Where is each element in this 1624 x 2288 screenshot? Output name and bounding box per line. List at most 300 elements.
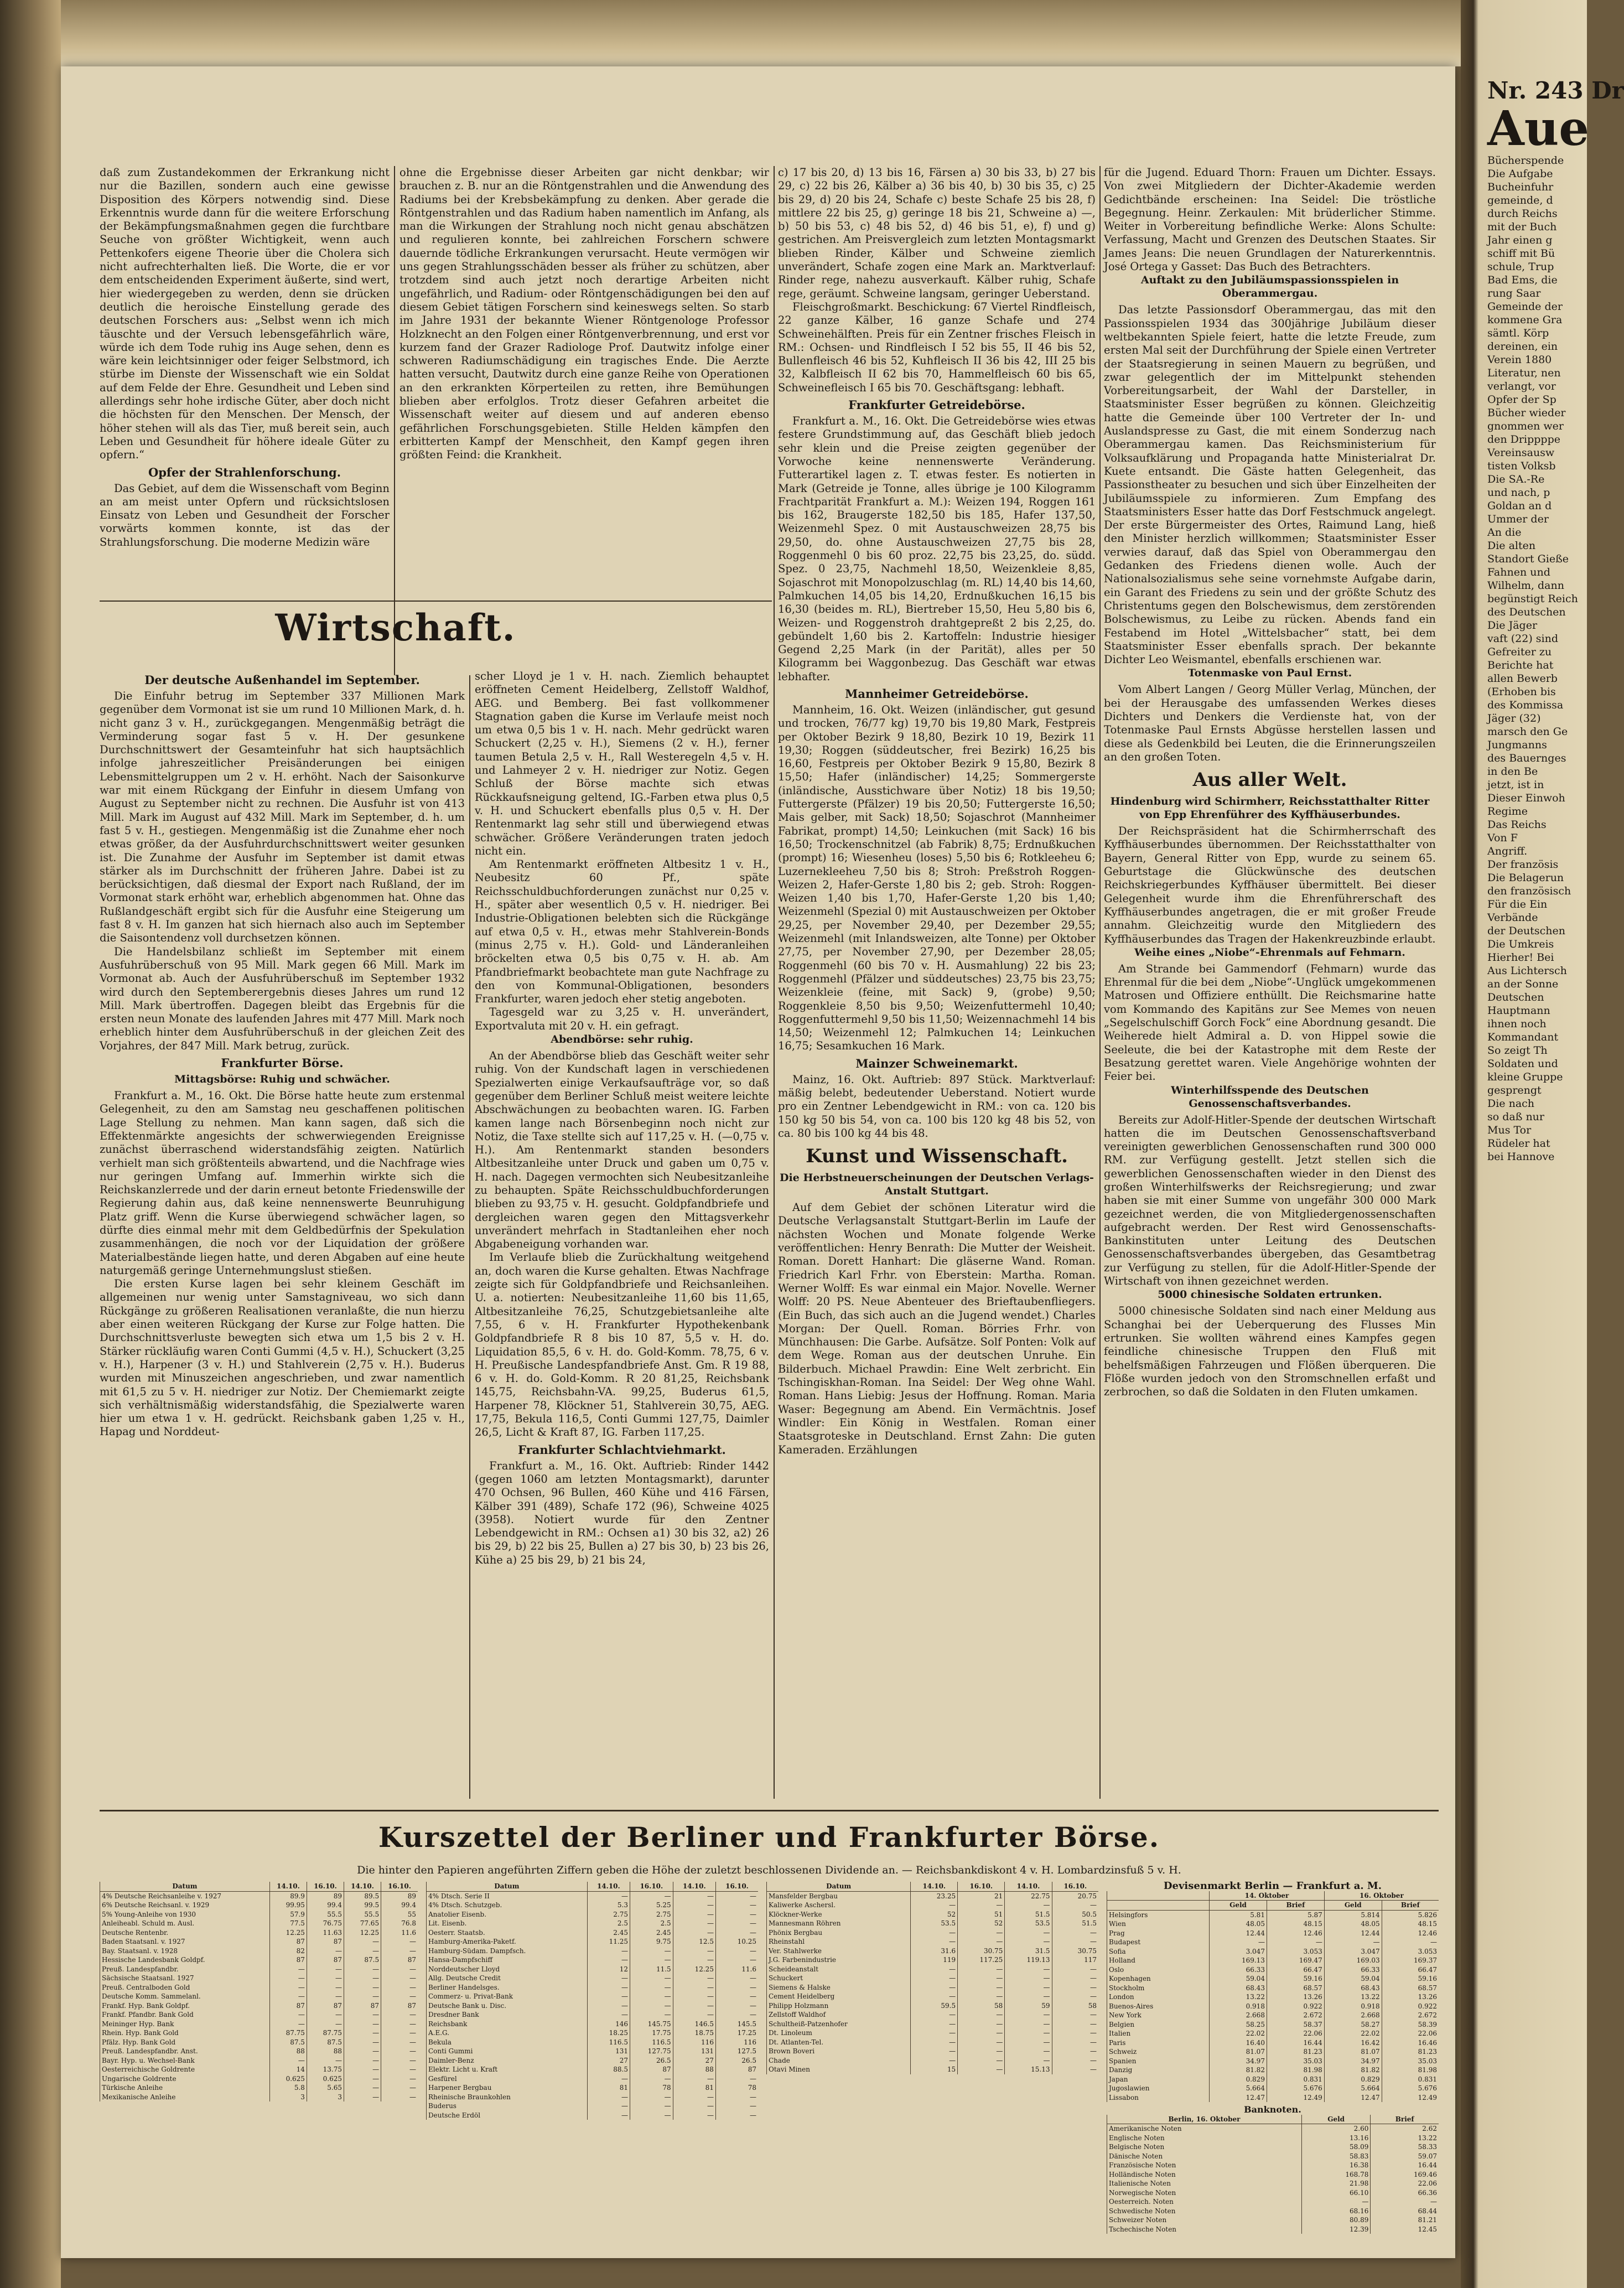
quote-value: 87 — [269, 1955, 307, 1965]
fragment-line: Die nach — [1487, 1098, 1535, 1110]
table-row — [1107, 2152, 1439, 2161]
table-row — [767, 1992, 1099, 2001]
quote-value: — — [673, 1992, 715, 2001]
table-row — [1107, 2093, 1439, 2103]
article-paragraph: daß zum Zustandekommen der Erkrankung nicht nur die Bazillen, sondern auch eine gewisse Disposition des Körpers notwendig sind. Diese Erkenntnis wurde dann für die weitere Erforschung der Bekämpfungsmaßnahmen gegen die furchtbare Seuche von größter Wichtigkeit, wenn auch Pettenkofers eigene Theorie über die Cholera sich nicht aufrechterhalten ließ. Die Worte, die er vor dem entscheidenden Experiment äußerte, sind wert, hier wiedergegeben zu werden, denn sie drücken deutlich die heroische Einstellung gerade des deutschen Forschers aus: „Selbst wenn ich mich täuschte und der Versuch lebensgefährlich wäre, würde ich dem Tode ruhig ins Auge sehen, denn es wäre kein leichtsinniger oder feiger Selbstmord, ich stürbe im Dienste der Wissenschaft wie ein Soldat auf dem Felde der Ehre. Gesundheit und Leben sind allerdings sehr hohe irdische Güter, aber doch nicht die höchsten für den Menschen. Der Mensch, der höher stehen will als das Tier, muß bereit sein, auch Leben und Gesundheit für höhere ideale Güter zu opfern.“ — [100, 166, 390, 462]
quote-value: 12.39 — [1301, 2225, 1370, 2234]
quote-value: — — [911, 1992, 958, 2001]
col-header-blank — [1107, 1891, 1210, 1901]
quote-value: 5.81 — [1210, 1910, 1267, 1919]
quote-value: 52 — [911, 1910, 958, 1919]
quote-value: 81.23 — [1382, 2047, 1439, 2057]
table-row — [427, 2093, 759, 2102]
col-header-datum: Datum — [427, 1882, 588, 1891]
security-name: 4% Dtsch. Serie II — [427, 1891, 588, 1901]
quote-value: — — [307, 2020, 344, 2029]
table-row — [1107, 2038, 1439, 2048]
quote-value: 58.37 — [1267, 2020, 1324, 2030]
quote-value: 14 — [269, 2065, 307, 2074]
security-name: Oesterreich. Noten — [1107, 2197, 1302, 2207]
quote-value: — — [630, 2093, 673, 2102]
fragment-line: Fahnen und — [1487, 566, 1550, 578]
security-name: Kaliwerke Aschersl. — [767, 1901, 911, 1910]
quote-value: — — [381, 2065, 418, 2074]
quote-value: — — [630, 1974, 673, 1983]
col-header-d2: 16.10. — [958, 1882, 1005, 1891]
table-row — [767, 1983, 1099, 1992]
fragment-line: den französisch — [1487, 885, 1571, 897]
article-heading: Der deutsche Außenhandel im September. — [144, 673, 420, 687]
quote-value: 59.07 — [1371, 2152, 1439, 2161]
devisen-table — [1107, 1882, 1439, 2234]
fragment-line: Soldaten und — [1487, 1058, 1558, 1070]
security-name: Englische Noten — [1107, 2134, 1302, 2143]
security-name: Tschechische Noten — [1107, 2225, 1302, 2234]
quote-value: 78 — [630, 2083, 673, 2093]
quote-value: — — [587, 1947, 630, 1956]
fragment-line: Bad Ems, die — [1487, 274, 1558, 286]
quote-value: 55.5 — [307, 1910, 344, 1919]
fragment-line: Bücher wieder — [1487, 407, 1566, 419]
table-row — [427, 2028, 759, 2038]
quote-value: — — [1005, 1901, 1052, 1910]
quote-value: — — [1210, 1938, 1267, 1947]
table-row — [1107, 2075, 1439, 2084]
quote-value: 12.44 — [1210, 1929, 1267, 1938]
security-name: Reichsbank — [427, 2020, 588, 2029]
table-row — [100, 1974, 418, 1983]
quote-value: 59.04 — [1324, 1974, 1382, 1984]
quote-value: — — [1052, 1974, 1098, 1983]
quote-value: — — [958, 1901, 1005, 1910]
quote-value: — — [1267, 1938, 1324, 1947]
quote-value: 17.75 — [630, 2028, 673, 2038]
quote-value: 2.5 — [630, 1919, 673, 1928]
quote-value: — — [958, 1983, 1005, 1992]
quote-value: — — [673, 2111, 715, 2120]
quote-value: — — [1052, 1965, 1098, 1974]
table-row — [1107, 1947, 1439, 1956]
quote-value: — — [381, 2093, 418, 2102]
table-row — [100, 2020, 418, 2029]
security-name: Dt. Linoleum — [767, 2028, 911, 2038]
quote-value: — — [715, 2001, 758, 2011]
quote-value: 11.6 — [381, 1928, 418, 1938]
section-rule — [100, 601, 772, 602]
kurs-table-1 — [100, 1882, 418, 2101]
quote-value: — — [630, 2101, 673, 2111]
quote-value: — — [1052, 2047, 1098, 2056]
quote-value: — — [1052, 1983, 1098, 1992]
table-row — [427, 2101, 759, 2111]
table-row — [1107, 2142, 1439, 2152]
quote-value: — — [587, 2001, 630, 2011]
article-paragraph: An der Abendbörse blieb das Geschäft weiter sehr ruhig. Von der Kundschaft lagen in verschiedenen Spezialwerten einige Verkaufsaufträge vor, so daß gegenüber dem Berliner Schluß meist weitere leichte Abschwächungen zu beobachten waren. IG. Farben kamen lange nach Börsenbeginn noch nicht zur Notiz, die Taxe stellte sich auf 117,25 v. H. (—0,75 v. H.). Am Rentenmarkt standen besonders Altbesitzanleihe unter Druck und gaben um 0,75 v. H. nach. Dagegen vermochten sich Neubesitzanleihe zu behaupten. Späte Reichsschuldbuchforderungen blieben zu 93,75 v. H. gesucht. Goldpfandbriefe und dergleichen waren gegen den Mittagsverkehr unverändert mehrfach in Stadtanleihen eher noch Abgabeneigung vorhanden war. — [475, 1049, 769, 1251]
quote-value: — — [911, 1937, 958, 1947]
article-paragraph: Das Gebiet, auf dem die Wissenschaft vom Beginn an am meist unter Opfern und rücksichtslosen Einsatz von Leben und Gesundheit der Forscher vorwärts kommen konnte, ist das der Strahlungsforschung. Die moderne Medizin wäre — [100, 482, 390, 548]
security-name: A.E.G. — [427, 2028, 588, 2038]
quote-value: — — [344, 2010, 381, 2020]
security-name: Prag — [1107, 1929, 1210, 1938]
quote-value: 5.676 — [1382, 2084, 1439, 2093]
security-name: Schweiz — [1107, 2047, 1210, 2057]
quote-value: — — [630, 1947, 673, 1956]
security-name: Brown Boveri — [767, 2047, 911, 2056]
quote-value: — — [911, 2010, 958, 2020]
table-row — [100, 2065, 418, 2074]
quote-value: 0.922 — [1382, 2002, 1439, 2011]
quote-value: — — [715, 1891, 758, 1901]
quote-value: — — [715, 2111, 758, 2120]
fragment-line: des Kommissa — [1487, 699, 1564, 711]
quote-value: 117.25 — [958, 1955, 1005, 1965]
col-header-geld: Geld — [1324, 1901, 1382, 1911]
quote-value: 59.04 — [1210, 1974, 1267, 1984]
quote-value: 51.5 — [1005, 1910, 1052, 1919]
quote-value: — — [673, 2093, 715, 2102]
table-row — [427, 1928, 759, 1938]
table-row — [100, 1910, 418, 1919]
article-paragraph: Auf dem Gebiet der schönen Literatur wird die Deutsche Verlagsanstalt Stuttgart-Berlin im Laufe der nächsten Wochen und Monate folgende Werke veröffentlichen: Henry Benrath: Die Mutter der Weisheit. Roman. Dorett Hanhart: Die gläserne Wand. Roman. Friedrich Karl Frhr. von Eberstein: Martha. Roman. Werner Wolff: Es war einmal ein Major. Novelle. Werner Wolff: 20 PS. Neue Abenteuer des Brieftaubenfliegers. (Ein Buch, das sich auch an die Jugend wendet.) Charles Morgan: Der Quell. Roman. Börries Frhr. von Münchhausen: Die Garbe. Aufsätze. Solf Ponten: Volk auf dem Wege. Roman aus der deutschen Unruhe. Ein Bilderbuch. Michael Prawdin: Eine Welt zerbricht. Ein Tschingiskhan-Roman. Ina Seidel: Der Weg ohne Wahl. Roman. Hans Liebig: Jesus der Hoffnung. Roman. Maria Waser: Begegnung am Abend. Ein Vermächtnis. Josef Windler: Ein König in Westfalen. Roman einer Staatsgroteske in Deutschland. Ernst Zahn: Die guten Kameraden. Erzählungen — [778, 1201, 1096, 1456]
security-name: Belgien — [1107, 2020, 1210, 2030]
col-header-d2: 16.10. — [307, 1882, 344, 1891]
fragment-line: Gemeinde der — [1487, 301, 1563, 313]
quote-value: — — [630, 2074, 673, 2084]
article-paragraph: ohne die Ergebnisse dieser Arbeiten gar nicht denkbar; wir brauchen z. B. nur an die Röntgenstrahlen und die Anwendung des Radiums bei der Krebsbekämpfung zu denken. Aber gerade die Röntgenstrahlen und das Radium haben namentlich im Anfang, als man die Wirkungen der Strahlung noch nicht genau abschätzen und regulieren konnte, bei zahlreichen Forschern schwere dauernde tödliche Erkrankungen verursacht. Heute vermögen wir uns gegen Strahlungsschäden besser als früher zu schützen, aber trotzdem sind auch jetzt noch derartige Arbeiten nicht ungefährlich, und Radium- oder Röntgenschädigungen bei den auf diesem Gebiet tätigen Forschern sind keineswegs selten. So starb im Jahre 1931 der bekannte Wiener Röntgenologe Professor Holzknecht an den Folgen einer Röntgenverbrennung, und erst vor kurzem fand der Grazer Radiologe Prof. Dautwitz infolge einer schweren Radiumschädigung ein tragisches Ende. Die Aerzte hatten versucht, Dautwitz durch eine ganze Reihe von Operationen an den erkrankten Körperteilen zu retten, ihre Bemühungen blieben aber erfolglos. Trotz dieser Gefahren arbeitet die Wissenschaft weiter auf diesem und auf anderen ebenso gefährlichen Forschungsgebieten. Stille Helden kämpfen den erbitterten Kampf der Menschheit, den Kampf gegen ihren größten Feind: die Krankheit. — [399, 166, 769, 462]
quote-value: 3.053 — [1267, 1947, 1324, 1956]
security-name: Hamburg-Südam. Dampfsch. — [427, 1947, 588, 1956]
quote-value: 87 — [269, 2001, 307, 2011]
quote-value: 58.33 — [1371, 2142, 1439, 2152]
security-name: Klöckner-Werke — [767, 1910, 911, 1919]
table-row — [100, 1919, 418, 1928]
quote-value: 87 — [630, 2065, 673, 2074]
table-row — [100, 2074, 418, 2084]
quote-value: 87.5 — [269, 2038, 307, 2047]
quote-value: 48.05 — [1324, 1919, 1382, 1929]
security-name: Deutsche Rentenbr. — [100, 1928, 270, 1938]
table-row — [1107, 1992, 1439, 2002]
fragment-line: schiff mit Bü — [1487, 247, 1555, 260]
quote-value: 68.44 — [1371, 2207, 1439, 2216]
table-row — [100, 1891, 418, 1901]
article-heading: Mannheimer Getreidebörse. — [845, 686, 1029, 701]
fragment-line: Mus Tor — [1487, 1124, 1532, 1136]
quote-value: 51.5 — [1052, 1919, 1098, 1928]
quote-value: — — [269, 1974, 307, 1983]
quote-value: 2.45 — [630, 1928, 673, 1938]
quote-value: — — [307, 2056, 344, 2066]
security-name: Spanien — [1107, 2057, 1210, 2066]
fragment-line: Aus Lichtersch — [1487, 965, 1567, 977]
fragment-line: Wilhelm, dann — [1487, 579, 1564, 592]
quote-value: 5.826 — [1382, 1910, 1439, 1919]
fragment-line: tisten Volksb — [1487, 460, 1556, 472]
kurszettel-title: Kurszettel der Berliner und Frankfurter Börse. — [378, 1821, 1160, 1854]
table-row — [1107, 1974, 1439, 1984]
quote-value: — — [587, 2093, 630, 2102]
quote-value: 87.75 — [307, 2028, 344, 2038]
column-rule — [394, 166, 395, 675]
security-name: Deutsche Bank u. Disc. — [427, 2001, 588, 2011]
article-paragraph: Das letzte Passionsdorf Oberammergau, das mit den Passionsspielen 1934 das 300jährige Jubiläum dieser weltbekannten Spiele feiert, hatte die letzte Freude, zum ersten Mal seit der Durchführung der Spiele einen Vertreter der Staatsregierung in seinen Mauern zu begrüßen, und zwar gelegentlich der im Mittelpunkt stehenden Vorbereitungsarbeit, der Wahl der Darsteller, in Staatsminister Esser begrüßen zu können. Gleichzeitig hatte die Gemeinde über 100 Vertreter der In- und Auslandspresse zu Gast, die mit einem Sonderzug nach Oberammergau kamen. Das Reichsministerium für Volksaufklärung und Propaganda hatte Ministerialrat Dr. Kuete entsandt. Die Gäste hatten Gelegenheit, das Passionstheater zu besuchen und sich über Einzelheiten der Jubiläumsspiele zu informieren. Zum Empfang des Staatsministers Esser hatte das Dorf Festschmuck angelegt. Der erste Bürgermeister des Ortes, Raimund Lang, hieß den Minister herzlich willkommen; Staatsminister Esser verwies darauf, daß das Spiel von Oberammergau den Gedanken des Friedens dienen wolle. Auch der Nationalsozialismus sehe seine vornehmste Aufgabe darin, ein Garant des Friedens zu sein und der größte Schutz des Christentums gegen den Bolschewismus, dem zerstörenden Bolschewismus, zu Leibe zu rücken. Abends fand ein Festabend im Hotel „Wittelsbacher“ statt, bei dem Staatsminister Esser ebenfalls sprach. Der bekannte Dichter Leo Weismantel, ebenfalls erschienen war. — [1104, 303, 1436, 666]
quote-value: — — [911, 2047, 958, 2056]
quote-value: — — [630, 2111, 673, 2120]
quote-value: — — [673, 1910, 715, 1919]
quote-value: — — [1052, 2038, 1098, 2047]
article-paragraph: Im Verlaufe blieb die Zurückhaltung weitgehend an, doch waren die Kurse gehalten. Etwas Nachfrage zeigte sich für Goldpfandbriefe und Reichsanleihen. U. a. notierten: Neubesitzanleihe 11,60 bis 11,65, Altbesitzanleihe 76,25, Schutzgebietsanleihe alte 7,55, 6 v. H. Frankfurter Hypothekenbank Goldpfandbriefe R 8 bis 10 87, 5,5 v. H. do. Liquidation 85,5, 6 v. H. do. Gold-Komm. 78,75, 6 v. H. Preußische Landespfandbriefe Anst. Gm. R 19 88, 6 v. H. do. Gold-Komm. R 20 81,25, Reichsbank 145,75, Reichsbahn-VA. 99,25, Buderus 61,5, Harpener 78, Klöckner 51, Stahlverein 30,75, AEG. 17,75, Bekula 116,5, Conti Gummi 127,75, Daimler 26,5, Licht & Kraft 87, IG. Farben 117,25. — [475, 1251, 769, 1439]
security-name: Schweizer Noten — [1107, 2215, 1302, 2225]
fragment-line: Der französis — [1487, 858, 1559, 871]
article-paragraph: Bereits zur Adolf-Hitler-Spende der deutschen Wirtschaft hatten die im Deutschen Genossenschaftsverband vereinigten gewerblichen Genossenschaften rund 300 000 RM. zur Verfügung gestellt. Jetzt stellen sich die gewerblichen Genossenschaften wieder in den Dienst des großen Winterhilfswerks der Reichsregierung; und zwar haben sie mit einer Summe von ungefähr 300 000 Mark gezeichnet werden, die von Mitgliedergenossenschaften aufgebracht werden. Der Rest wird Genossenschafts-Bankinstituten unter Leitung des Deutschen Genossenschaftsverbandes übergeben, das Gesamtbetrag zur Verfügung zu stellen, für die Adolf-Hitler-Spende der Wirtschaft von ihnen gezeichnet werden. — [1104, 1113, 1436, 1288]
table-row — [1107, 2084, 1439, 2093]
col-header-d2: 16.10. — [1052, 1882, 1098, 1891]
fragment-line: begünstigt Reich — [1487, 593, 1578, 605]
fragment-line: Von F — [1487, 832, 1518, 844]
fragment-line: Die Umkreis — [1487, 938, 1554, 950]
quote-value: — — [715, 1974, 758, 1983]
fragment-line: rung Saar — [1487, 287, 1541, 299]
table-row — [767, 2010, 1099, 2020]
quote-value: 18.75 — [673, 2028, 715, 2038]
quote-value: 2.672 — [1382, 2011, 1439, 2020]
fragment-line: kommene Gra — [1487, 314, 1563, 326]
security-name: Japan — [1107, 2075, 1210, 2084]
security-name: Schuckert — [767, 1974, 911, 1983]
article-heading: Opfer der Strahlenforschung. — [148, 465, 341, 479]
quote-value: 88.5 — [587, 2065, 630, 2074]
security-name: Bayr. Hyp. u. Wechsel-Bank — [100, 2056, 270, 2066]
quote-value: — — [1052, 2010, 1098, 2020]
quote-value: 2.60 — [1301, 2124, 1370, 2134]
security-name: Meininger Hyp. Bank — [100, 2020, 270, 2029]
quote-value: 81.07 — [1210, 2047, 1267, 2057]
quote-value: — — [381, 1974, 418, 1983]
quote-value: 13.26 — [1382, 1992, 1439, 2002]
security-name: Cement Heidelberg — [767, 1992, 911, 2001]
quote-value: 99.5 — [344, 1901, 381, 1910]
quote-value: 0.922 — [1267, 2002, 1324, 2011]
col-header-blank — [1107, 1901, 1210, 1911]
fragment-line: Die Jäger — [1487, 619, 1538, 631]
table-row — [100, 2010, 418, 2020]
quote-value: — — [958, 2010, 1005, 2020]
table-row — [1107, 2179, 1439, 2188]
fragment-line: sämtl. Körp — [1487, 327, 1549, 339]
article-maerkte — [778, 166, 1096, 1804]
fragment-line: gnommen wer — [1487, 420, 1564, 432]
security-name: 4% Deutsche Reichsanleihe v. 1927 — [100, 1891, 270, 1901]
quote-value: 20.75 — [1052, 1891, 1098, 1901]
table-row — [767, 1928, 1099, 1938]
quote-value: — — [673, 1928, 715, 1938]
column-rule — [774, 166, 775, 1799]
security-name: New York — [1107, 2011, 1210, 2020]
col-header-geld: Geld — [1210, 1901, 1267, 1911]
quote-value: 66.10 — [1301, 2188, 1370, 2198]
table-row — [1107, 2188, 1439, 2198]
article-subheading: Auftakt zu den Jubiläumspassionsspielen in Oberammergau. — [1140, 274, 1399, 300]
quote-value: — — [1382, 1938, 1439, 1947]
quote-value: — — [958, 1928, 1005, 1938]
table-row — [100, 2083, 418, 2093]
table-row — [427, 1992, 759, 2001]
quote-value: — — [381, 1937, 418, 1947]
security-name: Allg. Deutsche Credit — [427, 1974, 588, 1983]
security-name: Sächsische Staatsanl. 1927 — [100, 1974, 270, 1983]
quote-value: — — [269, 1965, 307, 1974]
table-row — [427, 1974, 759, 1983]
quote-value: — — [911, 1965, 958, 1974]
quote-value: 27 — [587, 2056, 630, 2066]
article-subheading: Weihe eines „Niobe“-Ehrenmals auf Fehmarn. — [1134, 946, 1405, 959]
fragment-line: An die — [1487, 526, 1522, 539]
article-heading: Frankfurter Schlachtviehmarkt. — [518, 1442, 726, 1457]
security-name: Conti Gummi — [427, 2047, 588, 2056]
quote-value: 10.25 — [715, 1937, 758, 1947]
table-row — [767, 1974, 1099, 1983]
quote-value: 81.23 — [1267, 2047, 1324, 2057]
quote-value: 87 — [715, 2065, 758, 2074]
quote-value: — — [630, 1955, 673, 1965]
article-paragraph: c) 17 bis 20, d) 13 bis 16, Färsen a) 30 bis 33, b) 27 bis 29, c) 22 bis 26, Kälber a) 36 bis 40, b) 30 bis 35, c) 25 bis 29, d) 20 bis 24, Schafe c) beste Schafe 25 bis 28, f) mittlere 22 bis 25, g) geringe 18 bis 21, Schweine a) —, b) 50 bis 53, c) 48 bis 52, d) 46 bis 51, e), f) und g) gestrichen. Am Preisvergleich zum letzten Montagsmarkt blieben Rinder, Kälber und Schweine ziemlich unverändert, Schafe zogen eine Mark an. Marktverlauf: Rinder rege, nahezu ausverkauft. Kälber ruhig, Schafe rege, geräumt. Schweine langsam, geringer Ueberstand. — [778, 166, 1096, 300]
quote-value: 5.664 — [1210, 2084, 1267, 2093]
quote-value: 21 — [958, 1891, 1005, 1901]
quote-value: 22.06 — [1267, 2029, 1324, 2038]
quote-value: 3 — [307, 2093, 344, 2102]
quote-value: 13.22 — [1324, 1992, 1382, 2002]
security-name: Preuß. Landespfandbr. — [100, 1965, 270, 1974]
fragment-line: Gefreiter zu — [1487, 646, 1552, 658]
quote-value: — — [1005, 2056, 1052, 2066]
quote-value: 50.5 — [1052, 1910, 1098, 1919]
quote-value: 117 — [1052, 1955, 1098, 1965]
table-row — [767, 1891, 1099, 1901]
quote-value: 3 — [269, 2093, 307, 2102]
quote-value: 55.5 — [344, 1910, 381, 1919]
quote-value: 22.02 — [1324, 2029, 1382, 2038]
fragment-line: Verbände — [1487, 912, 1538, 924]
quote-value: 48.15 — [1267, 1919, 1324, 1929]
article-paragraph: Die Einfuhr betrug im September 337 Millionen Mark gegenüber dem Vormonat ist sie um rund 10 Millionen Mark, d. h. nicht ganz 3 v. H., zurückgegangen. Mengenmäßig beträgt die Verminderung sogar fast 5 v. H. Der gesunkene Durchschnittswert der Gesamteinfuhr hat sich hauptsächlich infolge jahreszeitlicher Preisänderungen bei einigen Lebensmittelgruppen um 2 v. H. erhöht. Nach der Saisonkurve war mit einem Rückgang der Einfuhr in diesem Umfang von August zu September nicht zu rechnen. Die Ausfuhr ist von 413 Mill. Mark im August auf 432 Mill. Mark im September, d. h. um fast 5 v. H., gestiegen. Mengenmäßig ist die Zunahme eher noch etwas größer, da der Ausfuhrdurchschnittswert weiter gesunken ist. Die Zunahme der Ausfuhr im September ist damit etwas stärker als im Durchschnitt der früheren Jahre. Dabei ist zu berücksichtigen, daß diesmal der Export nach Rußland, der im Vormonat stark erhöht war, erheblich abgenommen hat. Ohne das Rußlandgeschäft ergibt sich für die Ausfuhr eine Steigerung um fast 8 v. H. Im ganzen hat sich hiernach also auch im September die Saisontendenz voll durchsetzen können. — [100, 690, 465, 945]
quote-value: 81 — [587, 2083, 630, 2093]
quote-value: — — [381, 2083, 418, 2093]
quote-value: 87.5 — [307, 2038, 344, 2047]
quote-value: 53.5 — [911, 1919, 958, 1928]
security-name: London — [1107, 1992, 1210, 2002]
quote-value: — — [269, 2056, 307, 2066]
fragment-line: dereinen, ein — [1487, 340, 1558, 353]
page-top-edge — [61, 0, 1461, 66]
quote-value: 3.053 — [1382, 1947, 1439, 1956]
fragment-line: so daß nur — [1487, 1111, 1545, 1123]
col-header-brief: Brief — [1371, 2115, 1439, 2124]
security-name: Mansfelder Bergbau — [767, 1891, 911, 1901]
kurszettel-note: Die hinter den Papieren angeführten Ziffern geben die Höhe der zuletzt beschlossenen Dividende an. — Reichsbankdiskont 4 v. H. Lombardzinsfuß 5 v. H. — [357, 1864, 1181, 1876]
quote-value: 5.814 — [1324, 1910, 1382, 1919]
quote-value: — — [715, 1928, 758, 1938]
fragment-line: Die SA.-Re — [1487, 473, 1545, 485]
fragment-line: Regime — [1487, 805, 1528, 817]
quote-value: — — [1005, 2028, 1052, 2038]
quote-value: — — [715, 1910, 758, 1919]
security-name: Harpener Bergbau — [427, 2083, 588, 2093]
table-row — [767, 1910, 1099, 1919]
article-subheading: 5000 chinesische Soldaten ertrunken. — [1158, 1288, 1382, 1301]
security-name: Amerikanische Noten — [1107, 2124, 1302, 2134]
quote-value: 12.47 — [1324, 2093, 1382, 2103]
quote-value: 34.97 — [1324, 2057, 1382, 2066]
quote-value: 22.06 — [1382, 2029, 1439, 2038]
quote-value: 5.676 — [1267, 2084, 1324, 2093]
security-name: Italienische Noten — [1107, 2179, 1302, 2188]
security-name: J.G. Farbenindustrie — [767, 1955, 911, 1965]
security-name: 4% Dtsch. Schutzgeb. — [427, 1901, 588, 1910]
quote-value: 81 — [673, 2083, 715, 2093]
security-name: Holland — [1107, 1956, 1210, 1965]
quote-value: 146.5 — [673, 2020, 715, 2029]
quote-value: 99.4 — [307, 1901, 344, 1910]
quote-value: 51 — [958, 1910, 1005, 1919]
quote-value: — — [1301, 2197, 1370, 2207]
quote-value: 76.75 — [307, 1919, 344, 1928]
table-row — [767, 2020, 1099, 2029]
table-row — [1107, 2002, 1439, 2011]
fragment-line: gemeinde, d — [1487, 194, 1553, 206]
quote-value: — — [958, 1992, 1005, 2001]
fragment-line: und nach, p — [1487, 486, 1550, 499]
col-header-d1: 14.10. — [587, 1882, 630, 1891]
security-name: Schwedische Noten — [1107, 2207, 1302, 2216]
quote-value: — — [381, 1965, 418, 1974]
fragment-line: Das Reichs — [1487, 819, 1547, 831]
table-row — [767, 1937, 1099, 1947]
security-name: Norddeutscher Lloyd — [427, 1965, 588, 1974]
quote-value: — — [673, 2001, 715, 2011]
quote-value: — — [1005, 2010, 1052, 2020]
article-paragraph: 5000 chinesische Soldaten sind nach einer Meldung aus Schanghai bei der Ueberquerung des Flusses Min ertrunken. Sie wollten während eines Kampfes gegen feindliche chinesische Truppen den Fluß mit behelfsmäßigen Fahrzeugen und Flößen überqueren. Die Flöße wurden jedoch von den Stromschnellen erfaßt und zerbrochen, so daß die Soldaten in den Fluten umkamen. — [1104, 1305, 1436, 1399]
quote-value: 116 — [673, 2038, 715, 2047]
security-name: Italien — [1107, 2029, 1210, 2038]
quote-value: 12.5 — [673, 1937, 715, 1947]
fragment-line: Jäger (32) — [1487, 712, 1541, 724]
quote-value: 58.09 — [1301, 2142, 1370, 2152]
quote-value: 12.49 — [1382, 2093, 1439, 2103]
quote-value: 145.75 — [630, 2020, 673, 2029]
quote-value: 0.625 — [307, 2074, 344, 2084]
table-row — [767, 1901, 1099, 1910]
quote-value: 12.45 — [1371, 2225, 1439, 2234]
table-row — [100, 2038, 418, 2047]
security-name: Mexikanische Anleihe — [100, 2093, 270, 2102]
quote-value: — — [958, 2028, 1005, 2038]
quote-value: 13.26 — [1267, 1992, 1324, 2002]
table-row — [427, 2111, 759, 2120]
quote-value: 5.3 — [587, 1901, 630, 1910]
fragment-line: Berichte hat — [1487, 659, 1554, 671]
quote-value: — — [1005, 1974, 1052, 1983]
section-heading-kunst: Kunst und Wissenschaft. — [806, 1145, 1068, 1168]
quote-value: — — [381, 1992, 418, 2001]
quote-value: — — [587, 1955, 630, 1965]
kurs-table-3 — [766, 1882, 1098, 2074]
quote-value: — — [1005, 1937, 1052, 1947]
quote-value: 88 — [269, 2047, 307, 2056]
quote-value: 16.44 — [1371, 2161, 1439, 2170]
quote-value: 2.668 — [1324, 2011, 1382, 2020]
quote-value: — — [673, 1947, 715, 1956]
quote-value: 3.047 — [1324, 1947, 1382, 1956]
